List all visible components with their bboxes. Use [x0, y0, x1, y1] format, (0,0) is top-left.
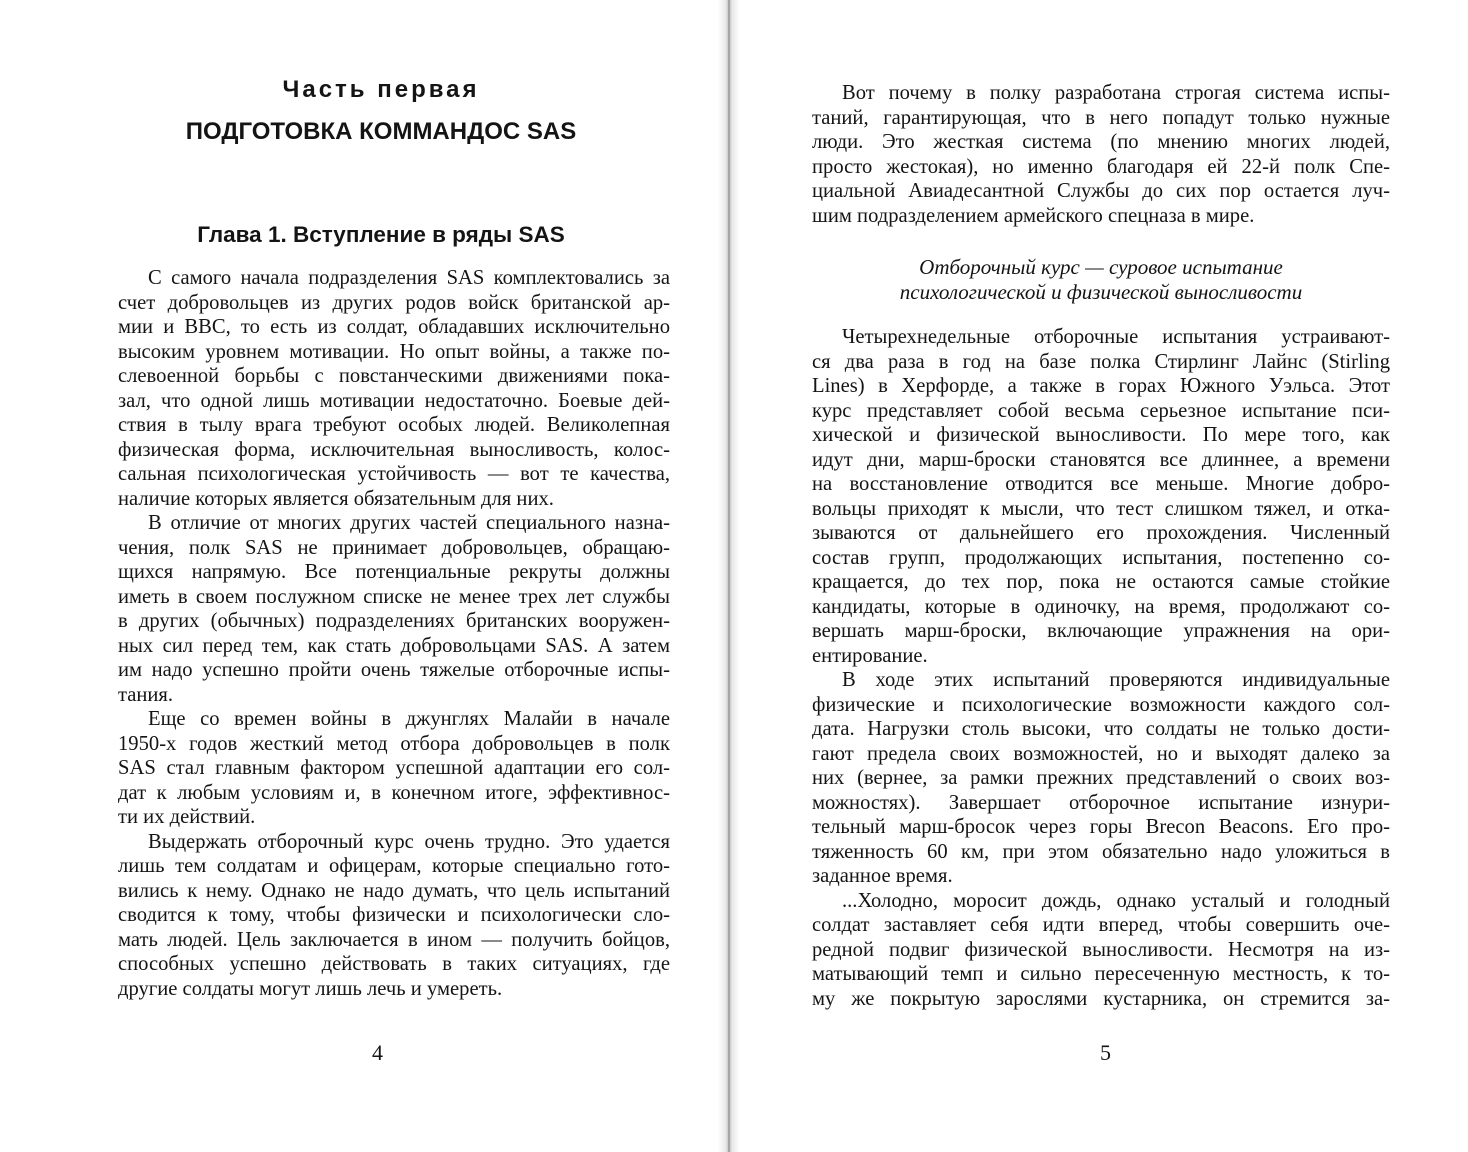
text-line: тания. [118, 683, 174, 706]
text-line: идут дни, марш-броски становятся все длиннее, а времени [812, 448, 1390, 471]
text-line: мии и ВВС, то есть из солдат, обладавших исключительно [118, 316, 670, 338]
text-line: лишь тем солдатам и офицерам, которые специально гото- [118, 855, 670, 877]
part-title: ПОДГОТОВКА КОММАНДОС SAS [185, 118, 577, 145]
chapter-title: Глава 1. Вступление в ряды SAS [197, 222, 565, 247]
text-line: чения, полк SAS не принимает добровольцев, обращаю- [118, 536, 670, 559]
text-line: Выдержать отборочный курс очень трудно. Это удается [148, 830, 670, 853]
text-line: вились к нему. Однако не надо думать, что цель испытаний [118, 879, 670, 902]
text-line: тяженность 60 км, при этом обязательно надо уложиться в [812, 840, 1390, 863]
section-heading [812, 255, 1390, 304]
text-line: физические и психологические возможности каждого сол- [812, 693, 1390, 716]
text-line: ных сил перед тем, как стать добровольцами SAS. А затем [118, 634, 670, 657]
text-line: них (вернее, за рамки прежних представлений о своих воз- [812, 767, 1390, 789]
text-line: другие солдаты могут лишь лечь и умереть. [118, 977, 503, 1000]
text-line: зываются от дальнейшего его прохождения. Численный [812, 522, 1390, 544]
left-page [118, 0, 670, 1152]
text-line: сальная психологическая устойчивость — вот те качества, [118, 463, 670, 485]
text-line: Lines) в Херфорде, а также в горах Южного Уэльса. Этот [812, 375, 1390, 397]
text-line: дат к любым условиям и, в конечном итоге, эффективнос- [118, 781, 670, 804]
text-line: ствия в тылу врага требуют особых людей. Великолепная [118, 414, 670, 436]
text-line: шим подразделением армейского спецназа в мире. [812, 204, 1255, 227]
text-line: тельный марш-бросок через горы Brecon Beacons. Его про- [812, 816, 1390, 838]
text-line: им надо успешно пройти очень тяжелые отборочные испы- [118, 659, 670, 681]
right-page [812, 0, 1390, 1152]
text-line: в других (обычных) подразделениях британских вооружен- [118, 610, 670, 632]
left-body-text [118, 266, 670, 1001]
text-line: на восстановление отводится все меньше. Многие добро- [812, 473, 1390, 495]
text-line: зал, что одной лишь мотивации недостаточно. Боевые дей- [118, 389, 670, 412]
text-line: способных успешно действовать в таких ситуациях, где [118, 953, 670, 975]
text-line: матывающий темп и сильно пересеченную местность, к то- [812, 963, 1390, 985]
section-heading-line: психологической и физической выносливости [899, 279, 1303, 304]
text-line: ...Холодно, моросит дождь, однако усталый и голодный [842, 889, 1390, 912]
text-line: счет добровольцев из других родов войск британской ар- [118, 291, 670, 314]
text-line: высоким уровнем мотивации. Но опыт войны, а также по- [118, 340, 670, 363]
page-number: 5 [1100, 1040, 1111, 1065]
part-label: Часть первая [282, 76, 480, 103]
text-line: С самого начала подразделения SAS комплектовались за [148, 267, 670, 289]
text-line: В отличие от многих других частей специального назна- [148, 512, 670, 534]
text-line: 1950-х годов жесткий метод отбора добровольцев в полк [118, 732, 670, 755]
text-line: таний, гарантирующая, что в него попадут только нужные [812, 106, 1390, 129]
text-line: наличие которых является обязательным для них. [118, 487, 554, 510]
right-top-text [812, 81, 1390, 228]
text-line: состав групп, продолжающих испытания, постепенно со- [812, 546, 1390, 569]
text-line: дата. Нагрузки столь высоки, что солдаты не только дости- [812, 718, 1390, 740]
text-line: сводится к тому, чтобы физически и психологически сло- [118, 904, 670, 926]
text-line: курс представляет собой весьма серьезное испытание пси- [812, 399, 1390, 422]
text-line: циальной Авиадесантной Службы до сих пор остается луч- [812, 180, 1390, 202]
text-line: гают предела своих возможностей, но и выходят далеко за [812, 742, 1390, 765]
text-line: му же покрытую зарослями кустарника, он стремится за- [812, 987, 1390, 1010]
text-line: ся два раза в год на базе полка Стирлинг Лайнс (Stirling [812, 350, 1390, 373]
text-line: Еще со времен войны в джунглях Малайи в начале [148, 708, 670, 730]
text-line: В ходе этих испытаний проверяются индивидуальные [842, 669, 1390, 691]
text-line: слевоенной борьбы с повстанческими движениями пока- [118, 365, 670, 387]
text-line: физическая форма, исключительная выносливость, колос- [118, 438, 670, 461]
text-line: кращается, до тех пор, пока не остаются самые стойкие [812, 571, 1390, 593]
text-line: кандидаты, которые в одиночку, на время, продолжают со- [812, 595, 1390, 618]
text-line: вольцы приходят к мысли, что тест слишком тяжел, и отка- [812, 497, 1390, 520]
text-line: иметь в своем послужном списке не менее трех лет службы [118, 585, 670, 608]
text-line: Четырехнедельные отборочные испытания устраивают- [842, 326, 1390, 348]
text-line: ти их действий. [118, 806, 256, 828]
text-line: люди. Это жесткая система (по мнению многих людей, [812, 131, 1390, 153]
section-heading-line: Отборочный курс — суровое испытание [919, 255, 1283, 279]
page-number: 4 [372, 1040, 383, 1065]
right-body-text [812, 325, 1390, 1011]
text-line: Вот почему в полку разработана строгая система испы- [842, 82, 1390, 104]
text-line: вершать марш-броски, включающие упражнения на ори- [812, 620, 1390, 642]
text-line: хической и физической выносливости. По мере того, как [812, 424, 1390, 446]
text-line: просто жестокая), но именно благодаря ей 22-й полк Спе- [812, 155, 1390, 178]
gutter-fold-line [728, 0, 730, 1152]
text-line: SAS стал главным фактором успешной адаптации его сол- [118, 757, 670, 779]
text-line: солдат заставляет себя идти вперед, чтобы совершить оче- [812, 914, 1390, 936]
text-line: мать людей. Цель заключается в ином — получить бойцов, [118, 928, 670, 951]
text-line: можностях). Завершает отборочное испытание изнури- [812, 791, 1390, 814]
text-line: щихся напрямую. Все потенциальные рекруты должны [118, 561, 670, 583]
text-line: ентирование. [812, 644, 928, 667]
text-line: редной подвиг физической выносливости. Несмотря на из- [812, 938, 1390, 961]
text-line: заданное время. [812, 865, 953, 887]
